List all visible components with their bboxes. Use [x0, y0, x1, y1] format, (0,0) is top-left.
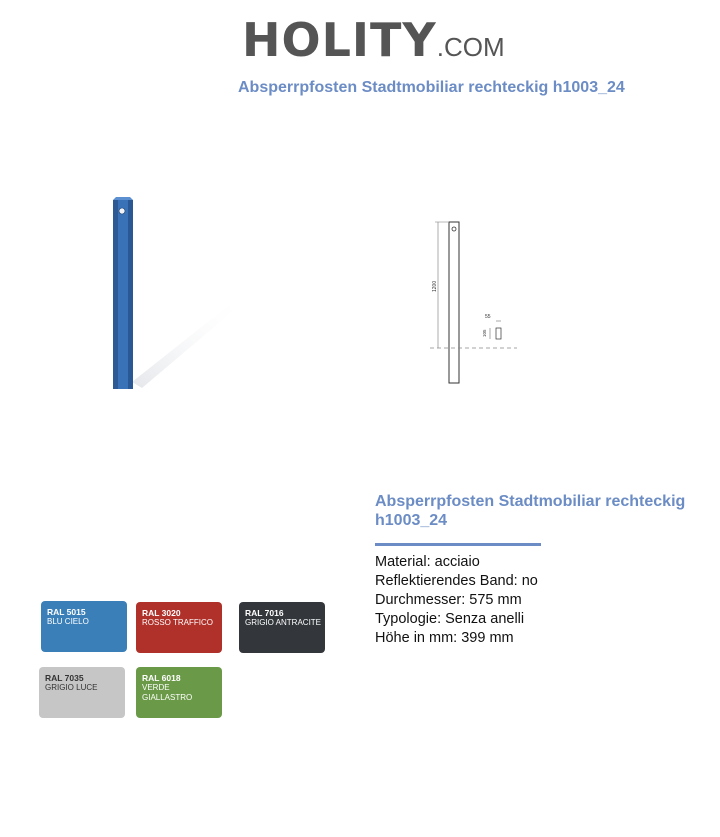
width-dimension-label: 55	[485, 314, 491, 320]
color-code: RAL 6018	[142, 673, 181, 683]
color-name: GRIGIO LUCE	[45, 683, 98, 692]
color-name: VERDE GIALLASTRO	[142, 683, 193, 702]
spec-material: Material: acciaio	[375, 554, 480, 570]
product-title: Absperrpfosten Stadtmobiliar rechteckig h1003_24	[375, 493, 686, 529]
color-name: ROSSO TRAFFICO	[142, 618, 213, 627]
color-code: RAL 3020	[142, 608, 181, 618]
color-code: RAL 7016	[245, 608, 284, 618]
color-swatch-ral-6018[interactable]	[136, 667, 222, 718]
product-image	[100, 190, 260, 400]
product-info	[375, 492, 705, 648]
color-swatch-ral-5015[interactable]	[41, 601, 127, 652]
depth-dimension-label: 105	[482, 329, 487, 337]
color-code: RAL 7035	[45, 673, 84, 683]
color-swatch-ral-7016[interactable]	[239, 602, 325, 653]
spec-typology: Typologie: Senza anelli	[375, 611, 525, 627]
brand-logo[interactable]	[242, 10, 505, 70]
color-name: GRIGIO ANTRACITE	[245, 618, 322, 627]
color-name: BLU CIELO	[47, 617, 89, 626]
spec-reflective-band: Reflektierendes Band: no	[375, 573, 538, 589]
spec-height: Höhe in mm: 399 mm	[375, 630, 514, 646]
page-title: Absperrpfosten Stadtmobiliar rechteckig h1003_24	[238, 79, 625, 96]
technical-drawing	[420, 210, 530, 390]
color-code: RAL 5015	[47, 607, 86, 617]
logo-domain: .COM	[436, 32, 505, 62]
color-swatch-ral-3020[interactable]	[136, 602, 222, 653]
spec-diameter: Durchmesser: 575 mm	[375, 592, 522, 608]
color-swatch-ral-7035[interactable]	[39, 667, 125, 718]
title-divider	[375, 543, 541, 546]
logo-text: HOLITY	[242, 13, 437, 67]
height-dimension-label: 1200	[432, 280, 438, 292]
